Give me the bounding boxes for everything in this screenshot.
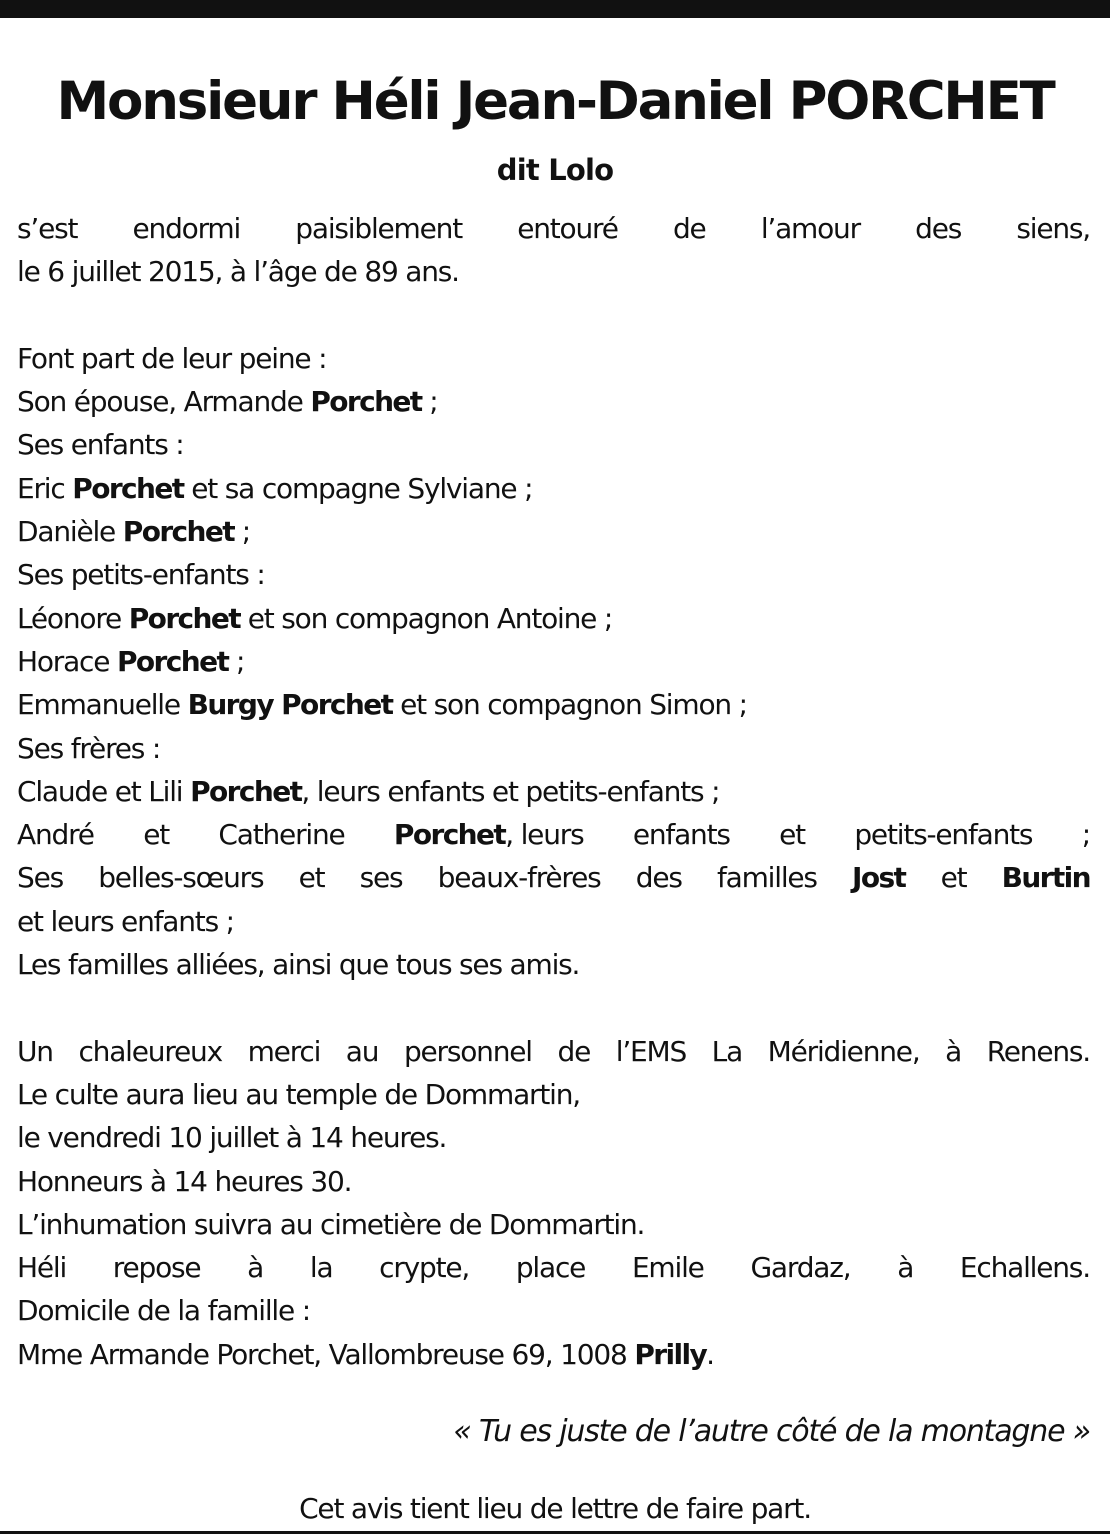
allied-families: Les familles alliées, ainsi que tous ses amis. xyxy=(17,948,580,982)
memorial-quote: « Tu es juste de l’autre côté de la montagne » xyxy=(453,1414,1090,1449)
domicile-header: Domicile de la famille : xyxy=(17,1294,310,1328)
brothers-header: Ses frères : xyxy=(17,731,161,765)
child-line: Eric Porchet et sa compagne Sylviane ; xyxy=(17,471,533,505)
service-line: Le culte aura lieu au temple de Dommartin, xyxy=(17,1077,580,1111)
intro-line-2: le 6 juillet 2015, à l’âge de 89 ans. xyxy=(17,255,459,289)
rest-line: Héli repose à la crypte, place Emile Gardaz, à Echallens. xyxy=(17,1251,1090,1285)
inlaws-line-end: et leurs enfants ; xyxy=(17,904,234,938)
grandchild-line: Emmanuelle Burgy Porchet et son compagnon Simon ; xyxy=(17,688,747,722)
obituary-title: Monsieur Héli Jean-Daniel PORCHET xyxy=(56,71,1054,132)
grandchild-line: Léonore Porchet et son compagnon Antoine ; xyxy=(17,601,613,635)
spacer xyxy=(17,294,1090,337)
obituary-nickname: dit Lolo xyxy=(496,153,614,187)
spacer xyxy=(17,986,1090,1029)
family-header: Font part de leur peine : xyxy=(17,341,327,375)
obituary-body xyxy=(17,207,1090,1376)
service-date: le vendredi 10 juillet à 14 heures. xyxy=(17,1121,447,1155)
top-rule xyxy=(0,0,1110,18)
grandchild-line: Horace Porchet ; xyxy=(17,644,245,678)
spouse-line: Son épouse, Armande Porchet ; xyxy=(17,385,438,419)
honours-line: Honneurs à 14 heures 30. xyxy=(17,1164,352,1198)
brother-line: Claude et Lili Porchet, leurs enfants et petits-enfants ; xyxy=(17,774,720,808)
intro-line-1: s’est endormi paisiblement entouré de l’amour des siens, xyxy=(17,212,1090,245)
burial-line: L’inhumation suivra au cimetière de Dommartin. xyxy=(17,1207,645,1241)
thanks-line: Un chaleureux merci au personnel de l’EMS La Méridienne, à Renens. xyxy=(17,1034,1090,1068)
grandchildren-header: Ses petits-enfants : xyxy=(17,558,265,592)
inlaws-line: Ses belles-sœurs et ses beaux-frères des familles Jost et Burtin xyxy=(17,861,1090,895)
bottom-rule xyxy=(0,1531,1110,1534)
child-line: Danièle Porchet ; xyxy=(17,515,250,549)
family-address: Mme Armande Porchet, Vallombreuse 69, 1008 Prilly. xyxy=(17,1337,714,1371)
brother-line: André et Catherine Porchet, leurs enfants et petits-enfants ; xyxy=(17,818,1090,852)
children-header: Ses enfants : xyxy=(17,428,184,462)
closing-notice: Cet avis tient lieu de lettre de faire part. xyxy=(299,1492,811,1525)
